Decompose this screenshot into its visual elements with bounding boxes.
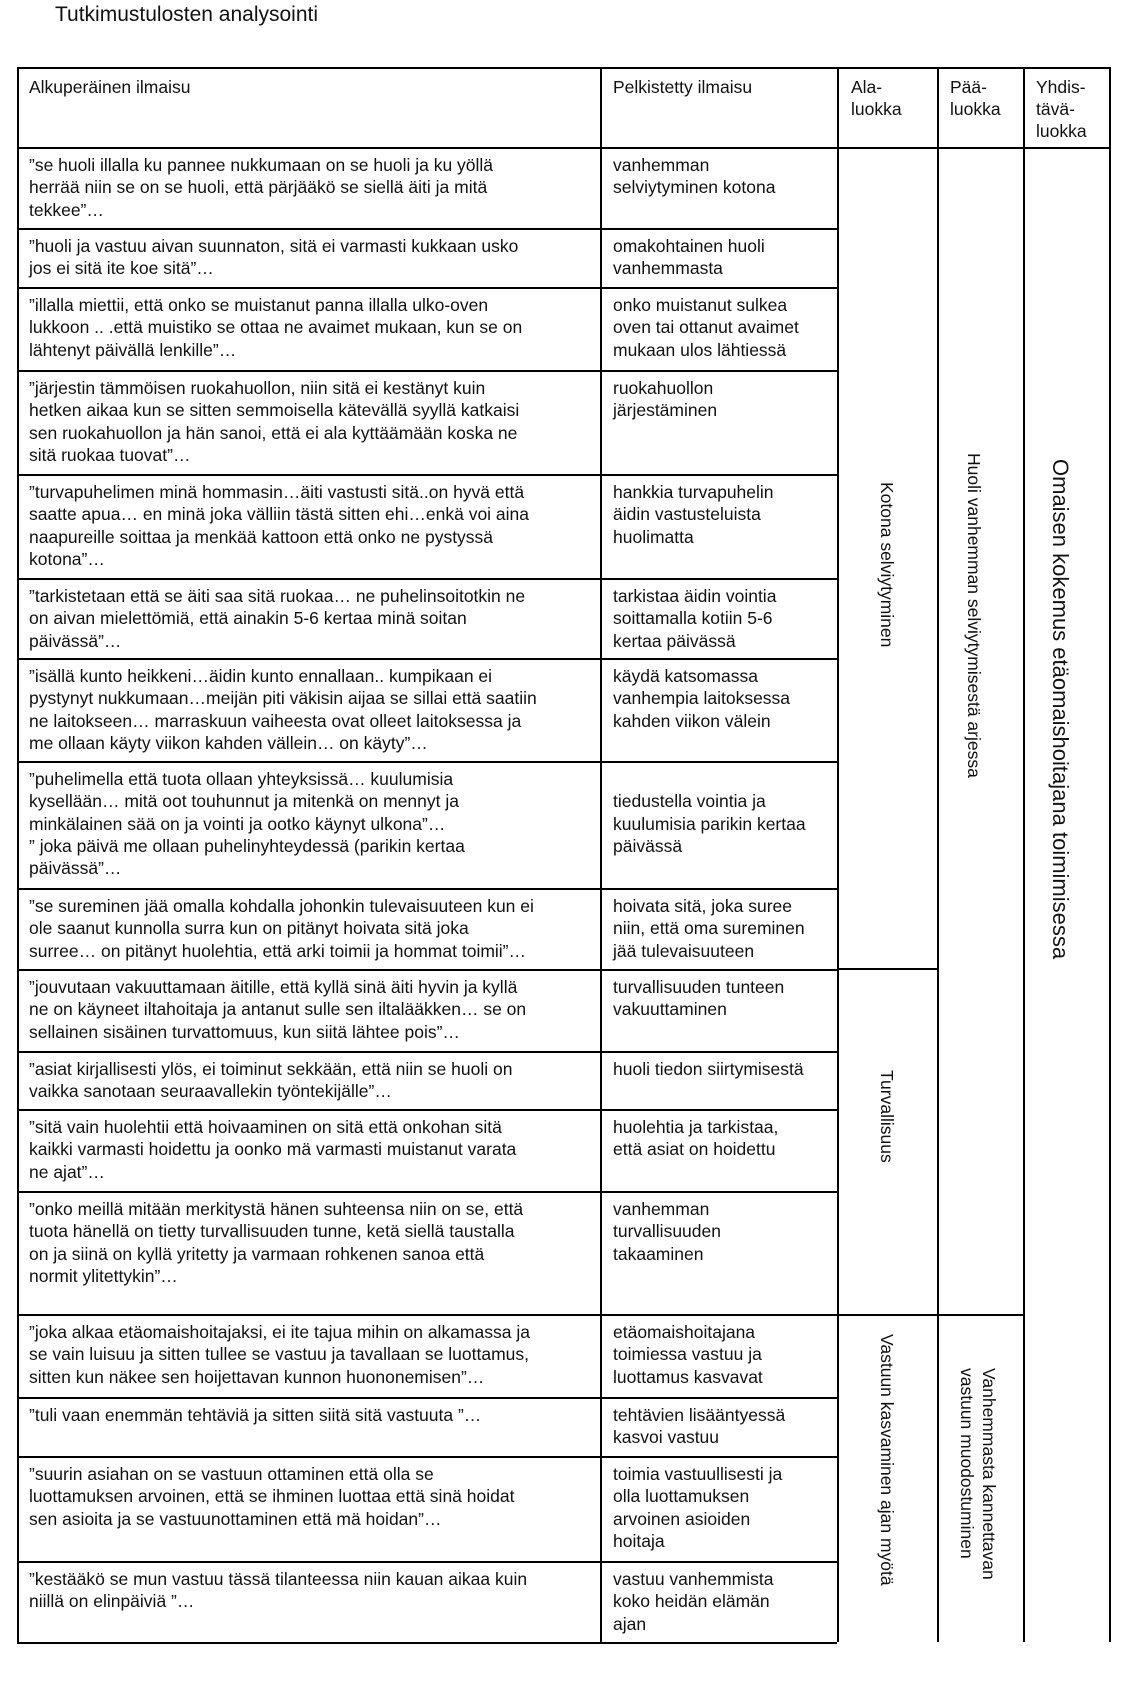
row-separator (17, 969, 837, 971)
reduced-expression-cell: huolehtia ja tarkistaa, että asiat on hoidettu (613, 1117, 779, 1160)
reduced-expression-cell: tehtävien lisääntyessä kasvoi vastuu (613, 1405, 786, 1448)
subcategory-separator (837, 968, 937, 970)
row-separator (17, 1314, 837, 1316)
reduced-expression-cell: onko muistanut sulkea oven tai ottanut avaimet mukaan ulos lähtiessä (613, 295, 799, 360)
main-category-separator (937, 1314, 1023, 1316)
page-title: Tutkimustulosten analysointi (55, 3, 319, 26)
reduced-expression-cell: turvallisuuden tunteen vakuuttaminen (613, 977, 785, 1020)
reduced-expression-cell: käydä katsomassa vanhempia laitoksessa kahden viikon välein (613, 666, 791, 731)
reduced-expression-cell: hoivata sitä, joka suree niin, että oma sureminen jää tulevaisuuteen (613, 896, 805, 961)
header-reduced-expression: Pelkistetty ilmaisu (613, 77, 753, 97)
reduced-expression-cell: etäomaishoitajana toimiessa vastuu ja luottamus kasvavat (613, 1322, 763, 1387)
header-combining-category: Yhdis- tävä- luokka (1036, 77, 1087, 141)
table-bottom-border (17, 1642, 837, 1644)
row-separator (17, 888, 837, 890)
row-separator (17, 1397, 837, 1399)
original-expression-cell: ”asiat kirjallisesti ylös, ei toiminut sekkään, että niin se huoli on vaikka sanotaan seuraavallekin työntekijälle”… (29, 1059, 513, 1102)
reduced-expression-cell: tiedustella vointia ja kuulumisia parikin kertaa päivässä (613, 791, 806, 856)
main-category-worry: Huoli vanhemman selviytymisestä arjessa (964, 453, 984, 778)
row-separator (17, 1109, 837, 1111)
row-separator (17, 578, 837, 580)
row-separator (17, 1456, 837, 1458)
original-expression-cell: ”turvapuhelimen minä hommasin…äiti vastusti sitä..on hyvä että saatte apua… en minä joka välliin tästä sitten ehi…enkä voi aina naapureille soittaa ja menkää kattoon että onko ne pystyssä kotona”… (29, 482, 530, 569)
original-expression-cell: ”onko meillä mitään merkitystä hänen suhteensa niin on se, että tuota hänellä on tietty turvallisuuden tunne, ketä siellä taustalla on ja siinä on kyllä yritetty ja varmaan rohkenen sanoa että normit ylitettykin”… (29, 1199, 524, 1286)
original-expression-cell: ”sitä vain huolehtii että hoivaaminen on sitä että onkohan sitä kaikki varmasti hoidettu ja oonko mä varmasti muistanut varata ne ajat”… (29, 1117, 517, 1182)
reduced-expression-cell: tarkistaa äidin vointia soittamalla kotiin 5-6 kertaa päivässä (613, 586, 777, 651)
table-top-border (17, 67, 1110, 69)
row-separator (17, 287, 837, 289)
reduced-expression-cell: omakohtainen huoli vanhemmasta (613, 236, 765, 279)
original-expression-cell: ”illalla miettii, että onko se muistanut panna illalla ulko-oven lukkoon .. .että muistiko se ottaa ne avaimet mukaan, kun se on lähtenyt päivällä lenkille”… (29, 295, 523, 360)
original-expression-cell: ”järjestin tämmöisen ruokahuollon, niin sitä ei kestänyt kuin hetken aikaa kun se sitten semmoisella kätevällä syyllä katkaisi sen ruokahuollon ja hän sanoi, että ei ala kyttäämään koska ne sitä ruokaa tuovat”… (29, 378, 520, 465)
table-right-border (1109, 67, 1111, 1642)
original-expression-cell: ”joka alkaa etäomaishoitajaksi, ei ite tajua mihin on alkamassa ja se vain luisuu ja sitten tullee se vastuu ja tavallaan se luottamus, sitten kun näkee sen hoijettavan kunnon huononemisen”… (29, 1322, 530, 1387)
original-expression-cell: ”tarkistetaan että se äiti saa sitä ruokaa… ne puhelinsoitotkin ne on aivan mielettömiä, että ainakin 5-6 kertaa minä soitan päivässä”… (29, 586, 526, 651)
row-separator (17, 228, 837, 230)
table-left-border (17, 67, 19, 1642)
row-separator (17, 1191, 837, 1193)
reduced-expression-cell: vanhemman selviytyminen kotona (613, 155, 776, 198)
reduced-expression-cell: hankkia turvapuhelin äidin vastusteluista huolimatta (613, 482, 774, 547)
row-separator (17, 658, 837, 660)
row-separator (17, 1561, 837, 1563)
row-separator (17, 474, 837, 476)
original-expression-cell: ”suurin asiahan on se vastuun ottaminen että olla se luottamuksen arvoinen, että se ihminen luottaa että sinä hoidat sen asioita ja se vastuunottaminen että mä hoidan”… (29, 1464, 515, 1529)
header-main-category: Pää- luokka (950, 77, 1001, 119)
subcategory-growing-responsibility: Vastuun kasvaminen ajan myötä (877, 1334, 897, 1586)
column-divider (1023, 67, 1025, 1642)
subcategory-home-coping: Kotona selviytyminen (877, 482, 897, 648)
original-expression-cell: ”huoli ja vastuu aivan suunnaton, sitä ei varmasti kukkaan usko jos ei sitä ite koe sitä”… (29, 236, 519, 279)
row-separator (17, 1051, 837, 1053)
reduced-expression-cell: huoli tiedon siirtymisestä (613, 1059, 804, 1079)
row-separator (17, 761, 837, 763)
reduced-expression-cell: ruokahuollon järjestäminen (613, 378, 718, 421)
subcategory-separator (837, 1314, 937, 1316)
reduced-expression-cell: vanhemman turvallisuuden takaaminen (613, 1199, 721, 1264)
original-expression-cell: ”jouvutaan vakuuttamaan äitille, että kyllä sinä äiti hyvin ja kyllä ne on käyneet iltahoitaja ja antanut sulle sen iltalääkken… se on sellainen sisäinen turvattomuus, kun siitä lähtee pois”… (29, 977, 527, 1042)
reduced-expression-cell: vastuu vanhemmista koko heidän elämän ajan (613, 1569, 774, 1634)
header-bottom-border (17, 147, 1110, 149)
main-category-responsibility: Vanhemmasta kannettavan vastuun muodostuminen (957, 1368, 999, 1580)
original-expression-cell: ”puhelimella että tuota ollaan yhteyksissä… kuulumisia kysellään… mitä oot touhunnut ja mitenkä on mennyt ja minkälainen sää on ja vointi ja ootko käynyt ulkona”… ” joka päivä me ollaan puhelinyhteydessä (parikin kertaa päivässä”… (29, 769, 465, 879)
column-divider (837, 67, 839, 1642)
column-divider (600, 67, 602, 1642)
header-subcategory: Ala- luokka (851, 77, 902, 119)
original-expression-cell: ”se huoli illalla ku pannee nukkumaan on se huoli ja ku yöllä herrää niin se on se huoli, että pärjääkö se siellä äiti ja mitä tekkee”… (29, 155, 494, 220)
original-expression-cell: ”kestääkö se mun vastuu tässä tilanteessa niin kauan aikaa kuin niillä on elinpäiviä ”… (29, 1569, 528, 1612)
original-expression-cell: ”tuli vaan enemmän tehtäviä ja sitten siitä sitä vastuuta ”… (29, 1405, 482, 1425)
reduced-expression-cell: toimia vastuullisesti ja olla luottamuksen arvoinen asioiden hoitaja (613, 1464, 783, 1551)
original-expression-cell: ”isällä kunto heikkeni…äidin kunto ennallaan.. kumpikaan ei pystynyt nukkumaan…meijän piti väkisin aijaa se sillai että saatiin ne laitokseen… marraskuun vaiheesta ovat olleet laitoksessa ja me ollaan käyty viikon kahden vällein… on käyty”… (29, 666, 537, 753)
column-divider (937, 67, 939, 1642)
combining-category-label: Omaisen kokemus etäomaishoitajana toimimisessa (1048, 459, 1073, 960)
header-original-expression: Alkuperäinen ilmaisu (29, 77, 191, 97)
row-separator (17, 370, 837, 372)
subcategory-safety: Turvallisuus (877, 1070, 897, 1163)
original-expression-cell: ”se sureminen jää omalla kohdalla johonkin tulevaisuuteen kun ei ole saanut kunnolla surra kun on pitänyt hoivata sitä joka surree… on pitänyt huolehtia, että arki toimii ja hommat toimii”… (29, 896, 534, 961)
